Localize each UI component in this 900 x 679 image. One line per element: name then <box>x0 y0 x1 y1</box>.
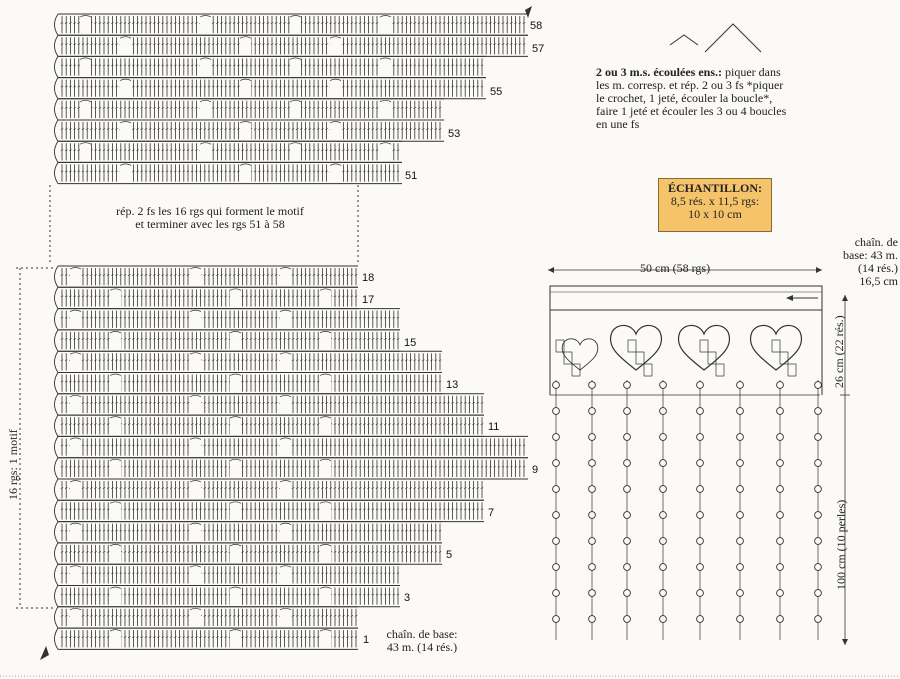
mesh-gap <box>190 523 201 542</box>
mesh-gap <box>190 565 201 584</box>
turning-chain <box>55 564 59 585</box>
start-arrow-bottom <box>40 646 49 660</box>
mesh-gap <box>280 608 291 627</box>
mesh-gap <box>110 459 121 478</box>
mesh-gap <box>240 121 251 140</box>
mesh-gap <box>230 587 241 606</box>
mesh-gap <box>280 437 291 456</box>
mesh-gap <box>280 480 291 499</box>
mesh-gap <box>70 352 81 371</box>
decrease-2-symbol <box>670 35 698 45</box>
turning-chain <box>55 522 59 543</box>
work-direction-head <box>786 295 793 301</box>
mesh-gap <box>240 36 251 55</box>
turning-chain <box>55 394 59 415</box>
mesh-gap <box>190 395 201 414</box>
mesh-gap <box>280 565 291 584</box>
curtain-rod-band <box>550 286 822 310</box>
mesh-gap <box>190 437 201 456</box>
mesh-gap <box>330 79 341 98</box>
turning-chain <box>55 415 59 436</box>
mesh-gap <box>110 416 121 435</box>
turning-chain <box>55 628 59 649</box>
mesh-gap <box>280 310 291 329</box>
mesh-gap <box>320 416 331 435</box>
mesh-gap <box>240 79 251 98</box>
mesh-gap <box>200 142 211 161</box>
mesh-gap <box>380 100 391 119</box>
mesh-gap <box>200 57 211 76</box>
mesh-gap <box>120 163 131 182</box>
turning-chain <box>55 458 59 479</box>
mesh-gap <box>110 331 121 350</box>
mesh-gap <box>200 100 211 119</box>
mesh-gap <box>70 395 81 414</box>
mesh-gap <box>290 15 301 34</box>
turning-chain <box>55 56 59 77</box>
mesh-gap <box>70 565 81 584</box>
turning-chain <box>55 120 59 141</box>
mesh-gap <box>230 331 241 350</box>
start-arrow-top <box>525 6 532 18</box>
turning-chain <box>55 14 59 35</box>
mesh-gap <box>70 523 81 542</box>
mesh-gap <box>190 608 201 627</box>
mesh-gap <box>320 459 331 478</box>
turning-chain <box>55 500 59 521</box>
turning-chain <box>55 479 59 500</box>
mesh-gap <box>290 57 301 76</box>
mesh-gap <box>280 395 291 414</box>
turning-chain <box>55 309 59 330</box>
mesh-gap <box>110 288 121 307</box>
mesh-gap <box>380 15 391 34</box>
mesh-gap <box>230 544 241 563</box>
mesh-gap <box>120 121 131 140</box>
mesh-gap <box>70 608 81 627</box>
mesh-gap <box>320 288 331 307</box>
mesh-gap <box>320 629 331 648</box>
mesh-gap <box>190 480 201 499</box>
mesh-gap <box>290 100 301 119</box>
turning-chain <box>55 99 59 120</box>
bottom-chart <box>0 266 900 676</box>
mesh-gap <box>290 142 301 161</box>
turning-chain <box>55 543 59 564</box>
mesh-gap <box>320 544 331 563</box>
mesh-gap <box>190 267 201 286</box>
mesh-gap <box>70 437 81 456</box>
curtain-schematic <box>548 267 850 645</box>
mesh-gap <box>110 501 121 520</box>
decrease-symbols <box>670 24 761 52</box>
mesh-gap <box>230 288 241 307</box>
mesh-gap <box>230 501 241 520</box>
mesh-gap <box>320 501 331 520</box>
mesh-gap <box>280 267 291 286</box>
mesh-gap <box>80 15 91 34</box>
turning-chain <box>55 78 59 99</box>
mesh-gap <box>240 163 251 182</box>
turning-chain <box>55 351 59 372</box>
mesh-gap <box>70 267 81 286</box>
turning-chain <box>55 266 59 287</box>
mesh-gap <box>190 352 201 371</box>
mesh-gap <box>120 36 131 55</box>
mesh-gap <box>230 416 241 435</box>
mesh-gap <box>230 629 241 648</box>
mesh-gap <box>230 459 241 478</box>
turning-chain <box>55 607 59 628</box>
mesh-gap <box>70 310 81 329</box>
mesh-gap <box>330 121 341 140</box>
mesh-gap <box>110 629 121 648</box>
turning-chain <box>55 330 59 351</box>
mesh-gap <box>200 15 211 34</box>
mesh-gap <box>80 142 91 161</box>
mesh-gap <box>80 100 91 119</box>
mesh-gap <box>70 480 81 499</box>
mesh-gap <box>280 352 291 371</box>
mesh-gap <box>110 544 121 563</box>
turning-chain <box>55 586 59 607</box>
mesh-gap <box>330 163 341 182</box>
mesh-gap <box>230 374 241 393</box>
mesh-gap <box>320 374 331 393</box>
turning-chain <box>55 436 59 457</box>
mesh-gap <box>190 310 201 329</box>
decrease-3-symbol <box>705 24 761 52</box>
mesh-gap <box>320 587 331 606</box>
mesh-gap <box>380 142 391 161</box>
mesh-gap <box>280 523 291 542</box>
mesh-gap <box>320 331 331 350</box>
mesh-gap <box>120 79 131 98</box>
turning-chain <box>55 35 59 56</box>
mesh-gap <box>110 587 121 606</box>
mesh-gap <box>80 57 91 76</box>
mesh-gap <box>380 57 391 76</box>
turning-chain <box>55 287 59 308</box>
turning-chain <box>55 141 59 162</box>
turning-chain <box>55 162 59 183</box>
top-chart <box>55 6 533 184</box>
turning-chain <box>55 373 59 394</box>
mesh-gap <box>110 374 121 393</box>
mesh-gap <box>330 36 341 55</box>
